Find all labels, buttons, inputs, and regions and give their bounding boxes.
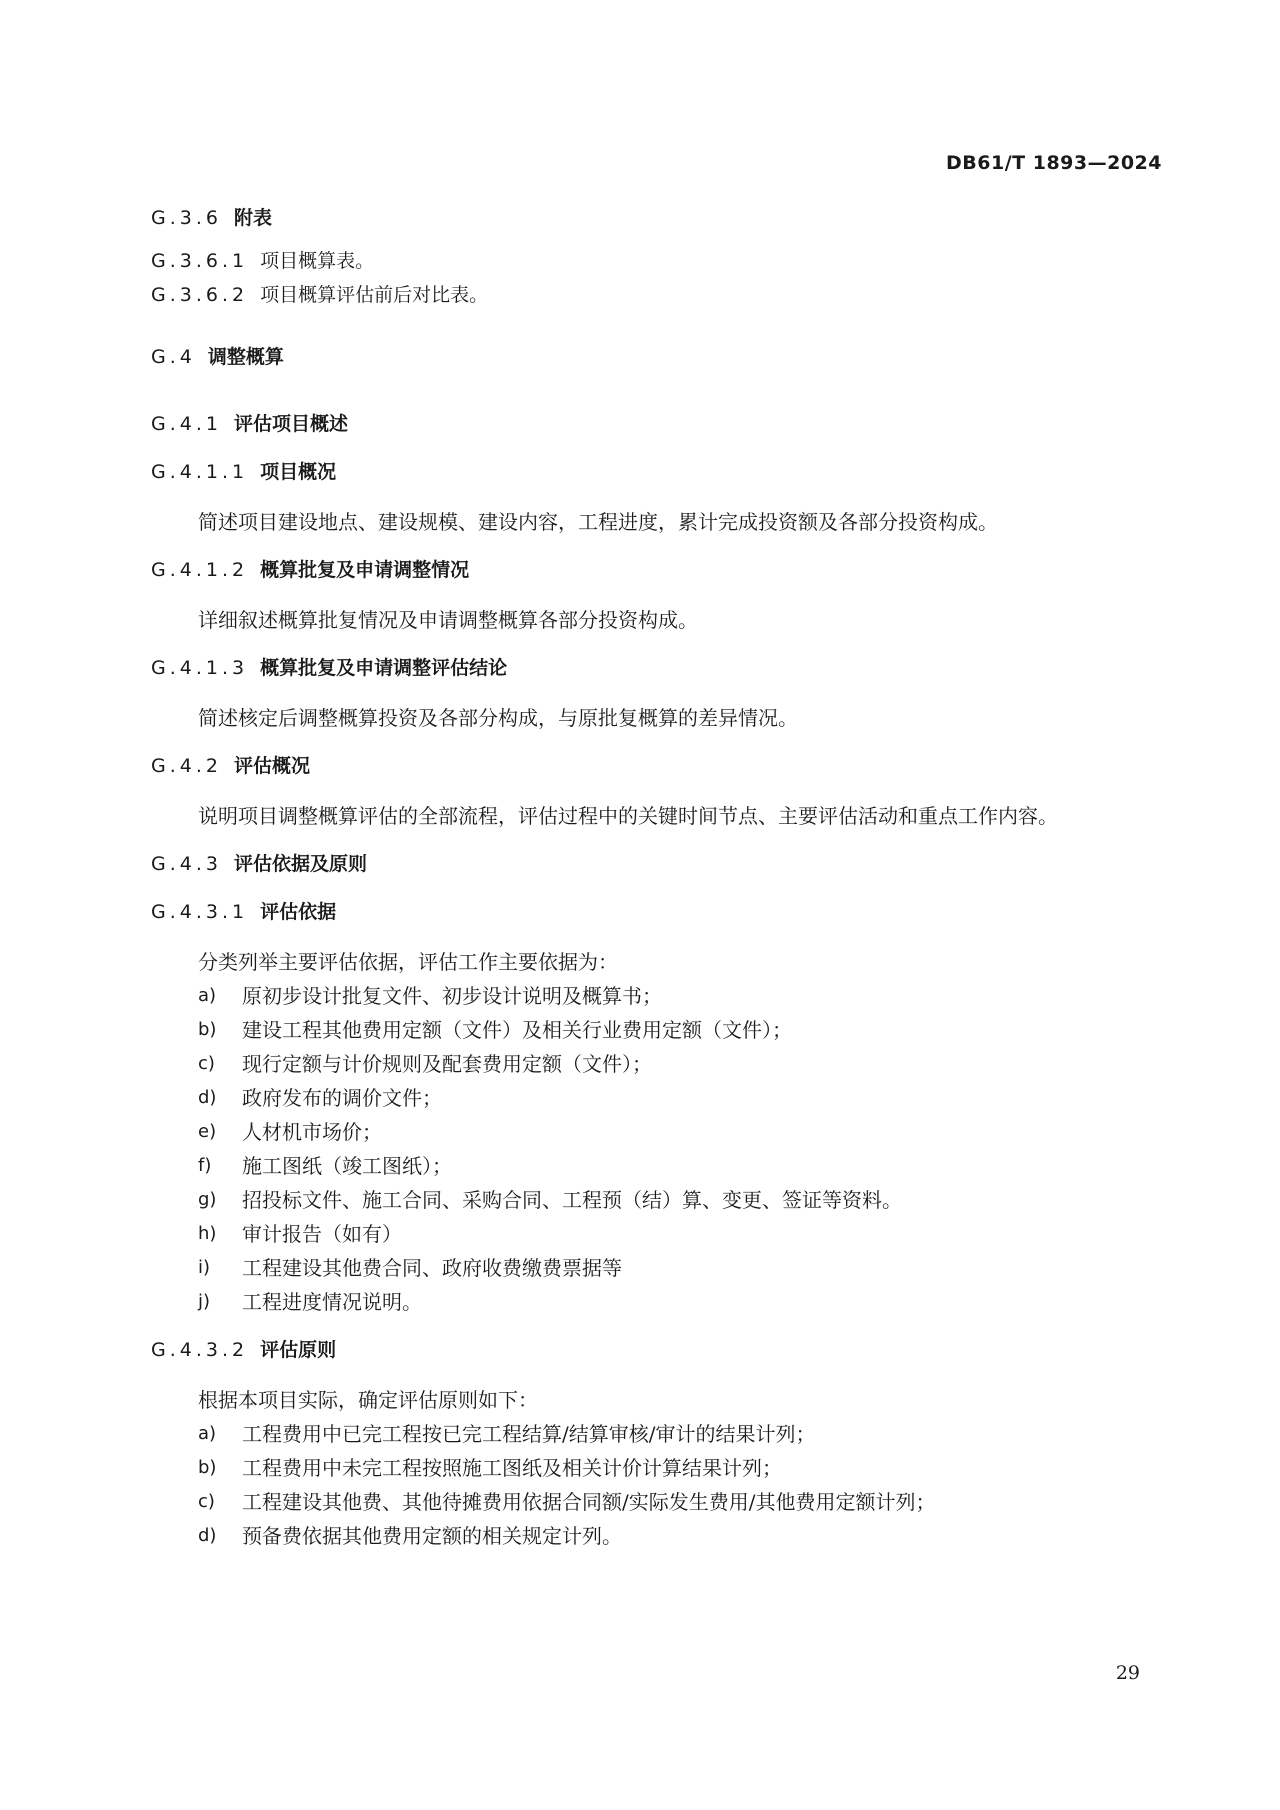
heading-number: G.4.2	[151, 755, 222, 777]
heading-number: G.3.6.1	[151, 250, 249, 272]
heading-number: G.4.1.1	[151, 461, 249, 483]
heading-title: 项目概算表。	[260, 250, 375, 272]
list-text: 预备费依据其他费用定额的相关规定计列。	[242, 1524, 622, 1548]
heading-number: G.4.3.2	[151, 1339, 249, 1361]
heading-title: 评估概况	[233, 755, 310, 777]
list-item	[198, 1085, 1171, 1111]
basis-list	[151, 983, 1171, 1315]
paragraph-g42: 说明项目调整概算评估的全部流程，评估过程中的关键时间节点、主要评估活动和重点工作内容。	[198, 804, 1058, 828]
heading-title: 评估依据	[260, 901, 337, 923]
list-item	[198, 1051, 1171, 1077]
heading-g411	[151, 459, 1171, 485]
list-marker: b)	[198, 1019, 217, 1040]
paragraph-g431: 分类列举主要评估依据，评估工作主要依据为：	[198, 950, 618, 974]
heading-g36	[151, 205, 1171, 231]
paragraph-g413: 简述核定后调整概算投资及各部分构成，与原批复概算的差异情况。	[198, 706, 798, 730]
list-text: 工程费用中未完工程按照施工图纸及相关计价计算结果计列；	[242, 1456, 782, 1480]
list-text: 人材机市场价；	[242, 1120, 382, 1144]
heading-g362	[151, 282, 1171, 308]
list-text: 工程建设其他费合同、政府收费缴费票据等	[242, 1256, 622, 1280]
heading-g361	[151, 248, 1171, 274]
list-text: 施工图纸（竣工图纸）；	[242, 1154, 452, 1178]
list-marker: i)	[198, 1257, 211, 1278]
list-text: 工程建设其他费、其他待摊费用依据合同额/实际发生费用/其他费用定额计列；	[242, 1490, 936, 1514]
heading-title: 调整概算	[207, 346, 284, 368]
list-marker: f)	[198, 1155, 212, 1176]
list-item	[198, 1017, 1171, 1043]
list-marker: j)	[198, 1291, 211, 1312]
list-item	[198, 1153, 1171, 1179]
list-text: 现行定额与计价规则及配套费用定额（文件）；	[242, 1052, 652, 1076]
list-item	[198, 1187, 1171, 1213]
heading-title: 附表	[233, 207, 272, 229]
heading-g43	[151, 851, 1171, 877]
heading-number: G.4.1.3	[151, 657, 249, 679]
heading-title: 概算批复及申请调整评估结论	[260, 657, 508, 679]
list-marker: g)	[198, 1189, 217, 1210]
list-marker: c)	[198, 1053, 215, 1074]
heading-g413	[151, 655, 1171, 681]
list-marker: a)	[198, 1423, 217, 1444]
heading-number: G.4	[151, 346, 196, 368]
heading-g42	[151, 753, 1171, 779]
heading-number: G.4.3	[151, 853, 222, 875]
list-text: 审计报告（如有）	[242, 1222, 402, 1246]
document-body	[151, 205, 1171, 1549]
paragraph-g432: 根据本项目实际，确定评估原则如下：	[198, 1388, 538, 1412]
list-item	[198, 1255, 1171, 1281]
list-item	[198, 1289, 1171, 1315]
principle-list	[151, 1421, 1171, 1549]
heading-title: 概算批复及申请调整情况	[260, 559, 470, 581]
list-text: 工程费用中已完工程按已完工程结算/结算审核/审计的结果计列；	[242, 1422, 816, 1446]
list-marker: e)	[198, 1121, 217, 1142]
list-text: 工程进度情况说明。	[242, 1290, 422, 1314]
heading-g4	[151, 344, 1171, 370]
heading-title: 项目概算评估前后对比表。	[260, 284, 489, 306]
list-marker: a)	[198, 985, 217, 1006]
heading-number: G.4.1	[151, 413, 222, 435]
heading-number: G.3.6	[151, 207, 222, 229]
paragraph-g411: 简述项目建设地点、建设规模、建设内容，工程进度，累计完成投资额及各部分投资构成。	[198, 510, 998, 534]
heading-number: G.4.1.2	[151, 559, 249, 581]
list-item	[198, 1221, 1171, 1247]
list-marker: h)	[198, 1223, 217, 1244]
heading-g412	[151, 557, 1171, 583]
list-marker: d)	[198, 1087, 217, 1108]
heading-number: G.3.6.2	[151, 284, 249, 306]
heading-number: G.4.3.1	[151, 901, 249, 923]
list-item	[198, 1421, 1171, 1447]
heading-g431	[151, 899, 1171, 925]
paragraph-g412: 详细叙述概算批复情况及申请调整概算各部分投资构成。	[198, 608, 698, 632]
list-item	[198, 1523, 1171, 1549]
page-number: 29	[1115, 1662, 1140, 1684]
list-marker: b)	[198, 1457, 217, 1478]
list-text: 建设工程其他费用定额（文件）及相关行业费用定额（文件）；	[242, 1018, 792, 1042]
heading-title: 项目概况	[260, 461, 337, 483]
list-marker: c)	[198, 1491, 215, 1512]
list-item	[198, 1119, 1171, 1145]
heading-title: 评估项目概述	[233, 413, 348, 435]
list-text: 招投标文件、施工合同、采购合同、工程预（结）算、变更、签证等资料。	[242, 1188, 902, 1212]
list-text: 政府发布的调价文件；	[242, 1086, 442, 1110]
heading-title: 评估原则	[260, 1339, 337, 1361]
list-marker: d)	[198, 1525, 217, 1546]
list-item	[198, 1489, 1171, 1515]
standard-code: DB61/T 1893—2024	[946, 152, 1162, 174]
heading-g41	[151, 411, 1171, 437]
list-item	[198, 1455, 1171, 1481]
list-item	[198, 983, 1171, 1009]
heading-title: 评估依据及原则	[233, 853, 367, 875]
list-text: 原初步设计批复文件、初步设计说明及概算书；	[242, 984, 662, 1008]
heading-g432	[151, 1337, 1171, 1363]
